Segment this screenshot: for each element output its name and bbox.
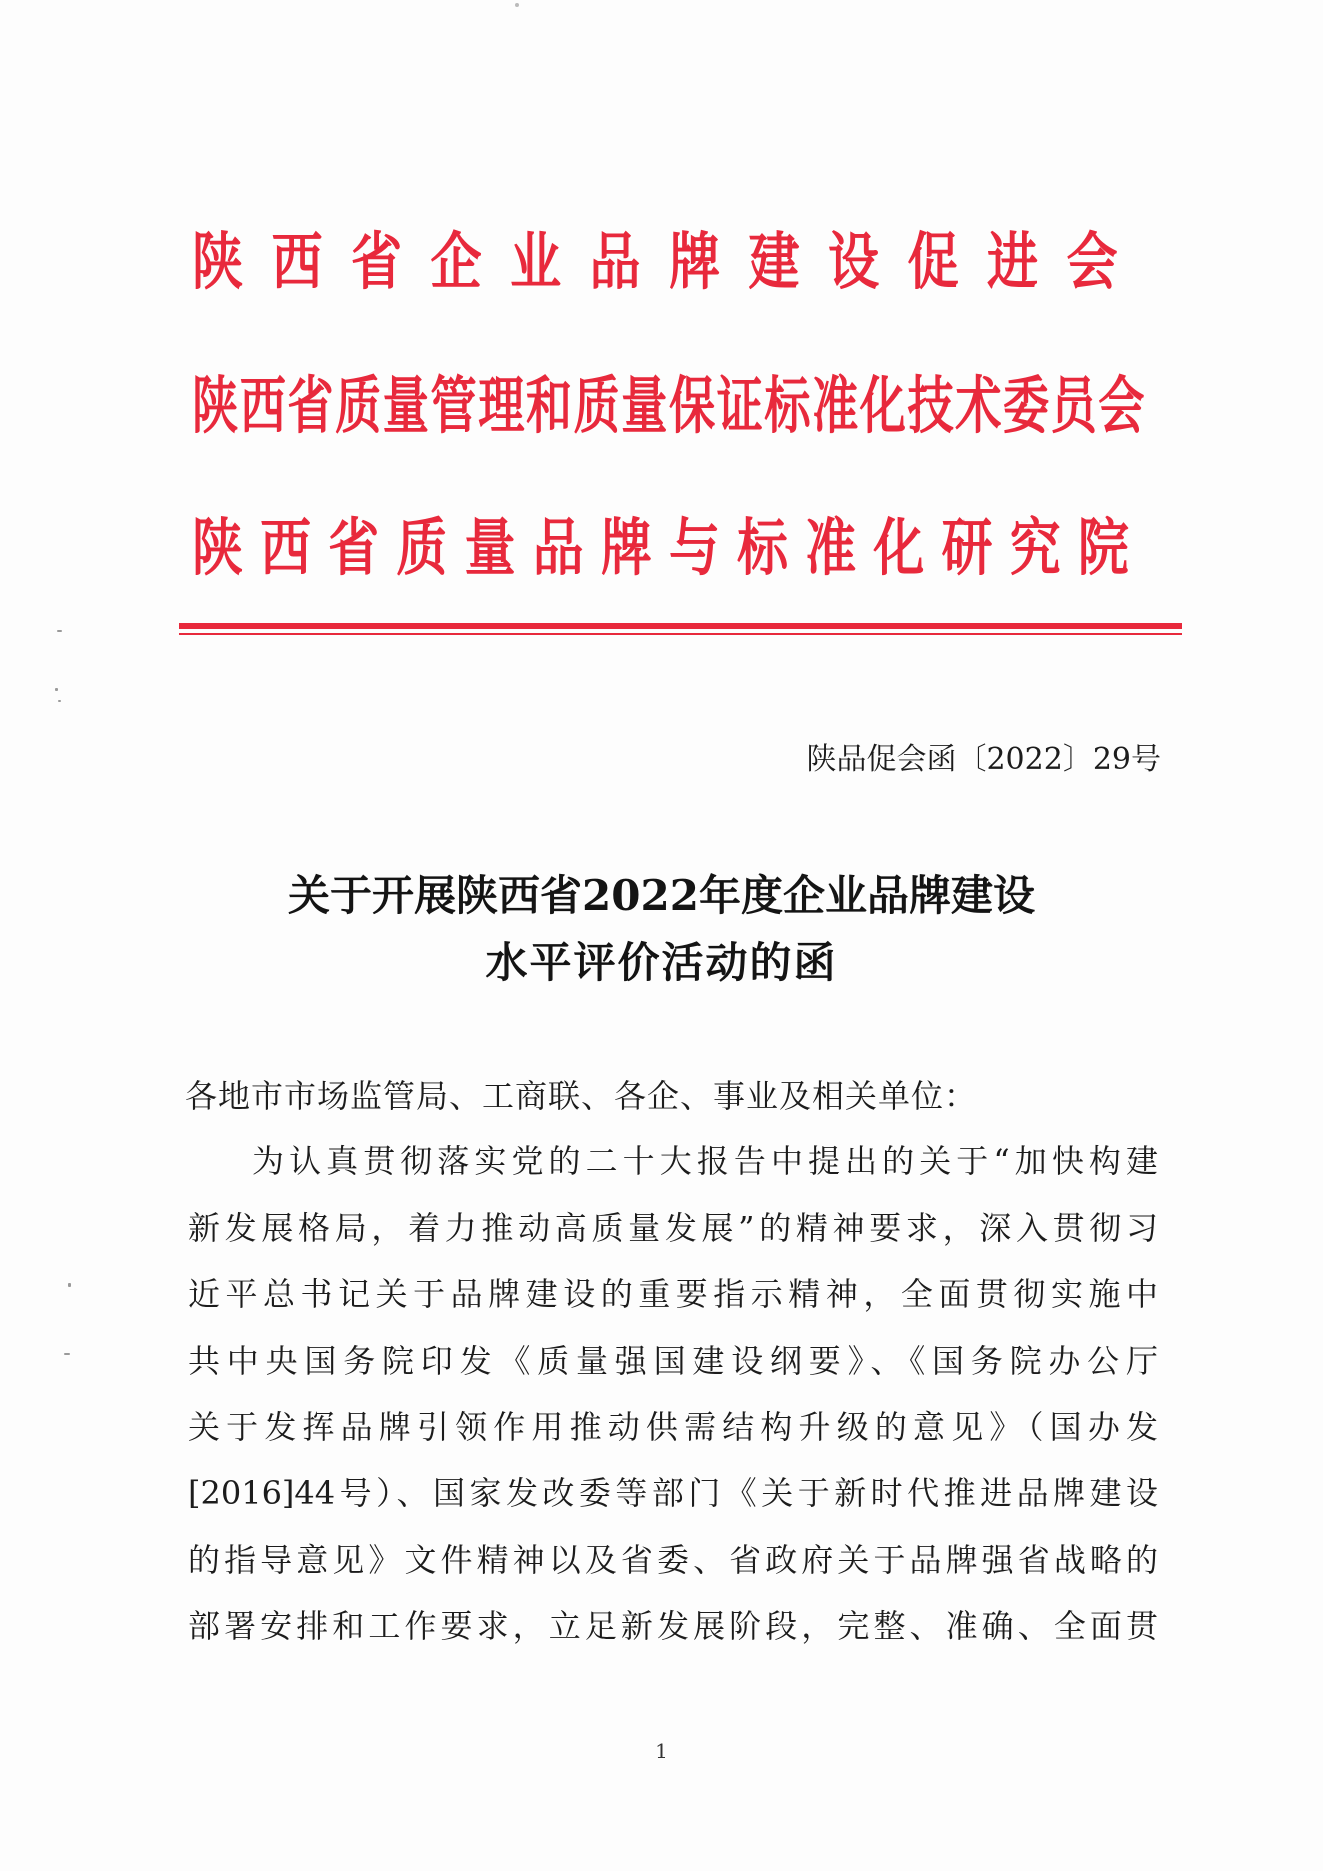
body-line: [2016]44号）、国家发改委等部门《关于新时代推进品牌建设 [188,1474,1158,1512]
letterhead-divider-thin [179,633,1182,635]
scan-speck [58,700,61,702]
letterhead-org-3: 陕西省质量品牌与标准化研究院 [192,511,1147,584]
scan-speck [68,1283,71,1287]
letterhead-org-2: 陕西省质量管理和质量保证标准化技术委员会 [192,369,1146,442]
salutation: 各地市市场监管局、工商联、各企、事业及相关单位： [185,1077,978,1115]
letterhead-org-1: 陕西省企业品牌建设促进会 [192,225,1146,298]
scan-speck [515,3,519,7]
body-line: 关于发挥品牌引领作用推动供需结构升级的意见》（国办发 [188,1408,1158,1446]
scan-speck [57,630,62,632]
letterhead-divider-thick [179,623,1182,629]
body-line: 部署安排和工作要求，立足新发展阶段，完整、准确、全面贯 [188,1607,1158,1645]
body-line: 的指导意见》文件精神以及省委、省政府关于品牌强省战略的 [188,1541,1158,1579]
document-title-line-1: 关于开展陕西省2022年度企业品牌建设 [288,871,1035,920]
page-number: 1 [655,1739,668,1763]
scan-speck [64,1353,70,1355]
document-title-line-2: 水平评价活动的函 [485,938,838,987]
body-line: 近平总书记关于品牌建设的重要指示精神，全面贯彻实施中 [188,1275,1158,1313]
body-line: 新发展格局，着力推动高质量发展”的精神要求，深入贯彻习 [188,1209,1158,1247]
scan-speck [55,688,58,691]
document-number: 陕品促会函〔2022〕29号 [806,742,1161,777]
body-line: 为认真贯彻落实党的二十大报告中提出的关于“加快构建 [252,1142,1158,1180]
body-line: 共中央国务院印发《质量强国建设纲要》、《国务院办公厅 [188,1342,1158,1380]
